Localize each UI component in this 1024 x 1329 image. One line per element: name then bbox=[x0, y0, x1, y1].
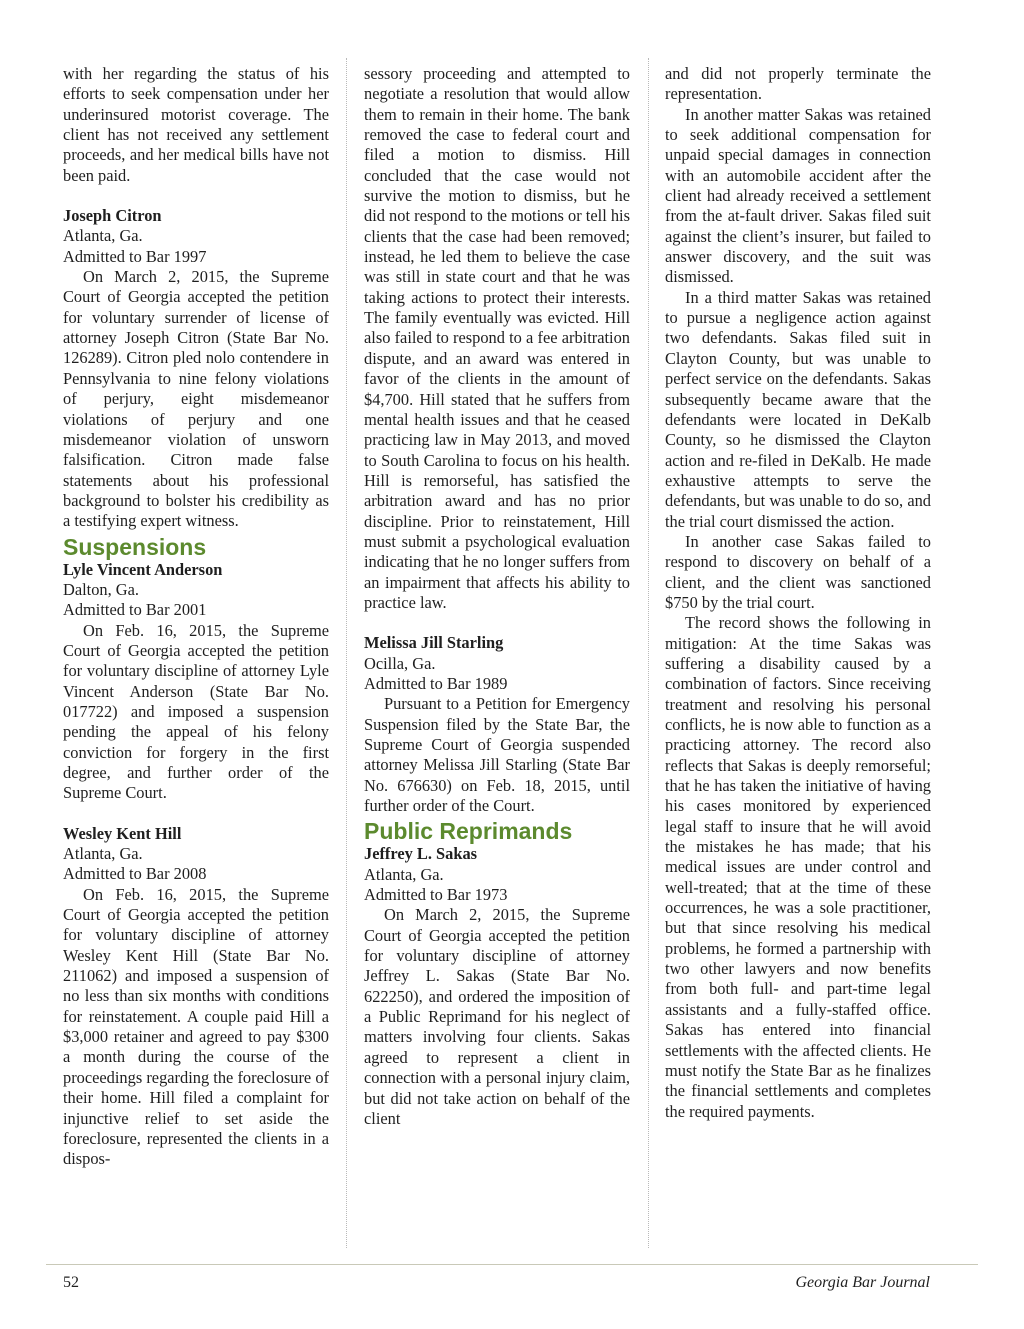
section-heading-public-reprimands: Public Reprimands bbox=[364, 818, 573, 845]
attorney-admitted: Admitted to Bar 2001 bbox=[63, 600, 207, 620]
attorney-location: Dalton, Ga. bbox=[63, 579, 140, 599]
entry-starling bbox=[364, 633, 630, 816]
attorney-name: Melissa Jill Starling bbox=[364, 633, 504, 653]
section-heading-suspensions: Suspensions bbox=[63, 533, 207, 560]
continued-paragraph: with her regarding the status of his efforts to seek compensation under her underinsured motorist coverage. The client has not received any settlement proceeds, and her medical bills have not been paid. bbox=[63, 64, 329, 185]
footer-rule bbox=[46, 1264, 978, 1265]
continued-paragraph: and did not properly terminate the representation. bbox=[665, 64, 931, 104]
entry-sakas bbox=[364, 844, 630, 1129]
attorney-name: Wesley Kent Hill bbox=[63, 823, 182, 843]
paragraph: In another case Sakas failed to respond to discovery on behalf of a client, and the client was sanctioned $750 by the trial court. bbox=[665, 531, 931, 612]
entry-hill bbox=[63, 824, 329, 1170]
attorney-admitted: Admitted to Bar 2008 bbox=[63, 864, 207, 884]
column-divider bbox=[648, 58, 649, 1248]
column-2 bbox=[364, 64, 630, 1129]
entry-citron bbox=[63, 206, 329, 532]
entry-anderson bbox=[63, 560, 329, 804]
attorney-admitted: Admitted to Bar 1989 bbox=[364, 673, 508, 693]
entry-body: Pursuant to a Petition for Emergency Suspension filed by the State Bar, the Supreme Court of Georgia suspended attorney Melissa Jill Starling (State Bar No. 676630) on Feb. 18, 2015, until further order of the Court. bbox=[364, 694, 630, 816]
page-number: 52 bbox=[63, 1274, 79, 1291]
entry-body: On Feb. 16, 2015, the Supreme Court of Georgia accepted the petition for voluntary discipline of attorney Lyle Vincent Anderson (State Bar No. 017722) and imposed a suspension pending the appeal of his felony conviction for forgery in the first degree, and further order of the Supreme Court. bbox=[63, 620, 329, 803]
attorney-name: Joseph Citron bbox=[63, 206, 162, 226]
entry-body: On March 2, 2015, the Supreme Court of Georgia accepted the petition for voluntary discipline of attorney Jeffrey L. Sakas (State Bar No. 622250), and ordered the imposition of a Public Reprimand for his neglect of matters involving four clients. Sakas agreed to represent a client in connection with a personal injury claim, but did not take action on behalf of the client bbox=[364, 905, 630, 1128]
attorney-admitted: Admitted to Bar 1997 bbox=[63, 246, 207, 266]
attorney-admitted: Admitted to Bar 1973 bbox=[364, 885, 508, 905]
paragraph: In a third matter Sakas was retained to pursue a negligence action against two defendants. Sakas filed suit in Clayton County, but was unable to perfect service on the defendants. Sakas subsequently became aware that the defendants were located in DeKalb County, so he dismissed the Clayton action and re-filed in DeKalb. He made exhaustive attempts to serve the defendants, but was unable to do so, and the trial court dismissed the action. bbox=[665, 287, 931, 531]
paragraph: The record shows the following in mitigation: At the time Sakas was suffering a disability caused by a combination of factors. Since receiving treatment and resolving his personal conflicts, he is now able to function as a practicing attorney. The record also reflects that Sakas is deeply remorseful; that he has taken the initiative of having his cases monitored by experienced legal staff to insure that he will avoid the mistakes he has made; that his medical issues are under control and well-treated; that at the time of these occurrences, he was a sole practitioner, but that since resolving his medical problems, he formed a partnership with two other lawyers and now benefits from both full- and part-time legal assistants and a fully-staffed office. Sakas has entered into financial settlements with the affected clients. He must notify the State Bar as he finalizes the financial settlements and completes the required payments. bbox=[665, 613, 931, 1121]
paragraph: In another matter Sakas was retained to seek additional compensation for unpaid special damages in connection with an automobile accident after the client had already received a settlement from the at-fault driver. Sakas filed suit against the client’s insurer, but failed to answer discovery, and the suit was dismissed. bbox=[665, 104, 931, 287]
attorney-location: Atlanta, Ga. bbox=[364, 864, 444, 884]
entry-body: On Feb. 16, 2015, the Supreme Court of Georgia accepted the petition for voluntary discipline of attorney Wesley Kent Hill (State Bar No. 211062) and imposed a suspension of no less than six months with conditions for reinstatement. A couple paid Hill a $3,000 retainer and agreed to pay $300 a month during the course of the proceedings regarding the foreclosure of their home. Hill filed a complaint for injunctive relief to set aside the foreclosure, represented the clients in a dispos- bbox=[63, 884, 329, 1169]
attorney-name: Lyle Vincent Anderson bbox=[63, 559, 223, 579]
column-divider bbox=[346, 58, 347, 1248]
attorney-location: Atlanta, Ga. bbox=[63, 844, 143, 864]
continued-paragraph: sessory proceeding and attempted to negotiate a resolution that would allow them to remain in their home. The bank removed the case to federal court and filed a motion to dismiss. Hill concluded that the case would not survive the motion to dismiss, but he did not respond to the motions or tell his clients that the case had been removed; instead, he led them to believe the case was still in state court and that he was taking actions to protect their interests. The family eventually was evicted. Hill also failed to respond to a fee arbitration dispute, and an award was entered in favor of the clients in the amount of $4,700. Hill stated that he suffers from mental health issues and that he ceased practicing law in May 2013, and moved to South Carolina to focus on his health. Hill is remorseful, has satisfied the arbitration award and has no prior discipline. Prior to reinstatement, Hill must submit a psychological evaluation indicating that he no longer suffers from an impairment that affects his ability to practice law. bbox=[364, 64, 630, 612]
column-3 bbox=[665, 64, 931, 1122]
entry-body: On March 2, 2015, the Supreme Court of Georgia accepted the petition for voluntary surrender of license of attorney Joseph Citron (State Bar No. 126289). Citron pled nolo contendere in Pennsylvania to nine felony violations of perjury, eight misdemeanor violations of perjury and one misdemeanor violation of unsworn falsification. Citron made false statements about his professional background to bolster his credibility as a testifying expert witness. bbox=[63, 267, 329, 531]
attorney-location: Atlanta, Ga. bbox=[63, 226, 143, 246]
attorney-name: Jeffrey L. Sakas bbox=[364, 844, 478, 864]
column-1 bbox=[63, 64, 329, 1170]
journal-title: Georgia Bar Journal bbox=[795, 1274, 930, 1291]
attorney-location: Ocilla, Ga. bbox=[364, 653, 436, 673]
